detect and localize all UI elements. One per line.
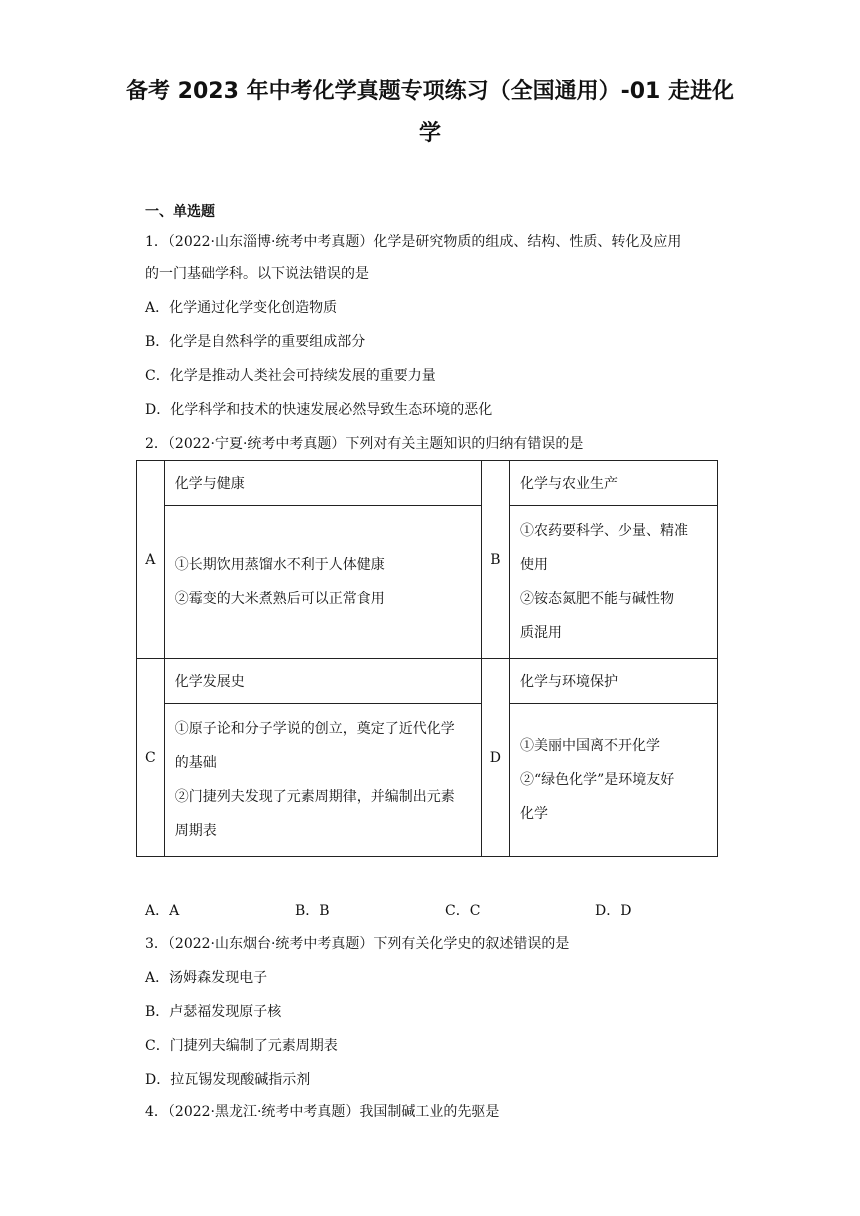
q2-cell-head-c: 化学发展史	[164, 659, 481, 704]
q2-d-line1: ①美丽中国离不开化学	[519, 738, 660, 754]
q2-option-d: D．D	[595, 903, 632, 919]
q2-cell-label-a: A	[137, 461, 165, 659]
q2-cell-head-d: 化学与环境保护	[509, 659, 717, 704]
q1-option-d: D．化学科学和技术的快速发展必然导致生态环境的恶化	[145, 402, 493, 418]
q2-d-line2: ②“绿色化学”是环境友好	[519, 772, 675, 788]
q2-cell-head-b: 化学与农业生产	[509, 461, 717, 506]
section-heading: 一、单选题	[145, 204, 215, 220]
q2-cell-label-d: D	[481, 659, 509, 857]
q2-cell-body-b	[509, 506, 717, 659]
q1-option-b: B．化学是自然科学的重要组成部分	[145, 334, 366, 350]
q2-a-line2: ②霉变的大米煮熟后可以正常食用	[174, 591, 385, 607]
document-title-line1: 备考 2023 年中考化学真题专项练习（全国通用）-01 走进化	[126, 79, 734, 104]
q4-stem: 4．（2022·黑龙江·统考中考真题）我国制碱工业的先驱是	[145, 1104, 500, 1120]
q2-option-a: A．A	[145, 903, 180, 919]
q2-option-b: B．B	[295, 903, 330, 919]
q3-stem: 3．（2022·山东烟台·统考中考真题）下列有关化学史的叙述错误的是	[145, 936, 570, 952]
q2-d-line3: 化学	[519, 806, 548, 822]
q2-c-line4: 周期表	[174, 823, 217, 839]
q3-option-a: A．汤姆森发现电子	[145, 970, 268, 986]
q2-a-line1: ①长期饮用蒸馏水不利于人体健康	[174, 557, 385, 573]
q2-c-line3: ②门捷列夫发现了元素周期律，并编制出元素	[174, 789, 455, 805]
q2-b-line3: ②铵态氮肥不能与碱性物	[519, 591, 674, 607]
q3-option-d: D．拉瓦锡发现酸碱指示剂	[145, 1072, 311, 1088]
q2-cell-body-a	[164, 506, 481, 659]
q2-table	[136, 460, 718, 857]
q2-b-line2: 使用	[519, 557, 548, 573]
q2-cell-label-c: C	[137, 659, 165, 857]
q1-stem-line1: 1．（2022·山东淄博·统考中考真题）化学是研究物质的组成、结构、性质、转化及应用	[145, 234, 682, 250]
q2-b-line4: 质混用	[519, 625, 562, 641]
q1-stem-line2: 的一门基础学科。以下说法错误的是	[145, 266, 369, 282]
q2-option-c: C．C	[445, 903, 481, 919]
q1-option-c: C．化学是推动人类社会可持续发展的重要力量	[145, 368, 436, 384]
q2-b-line1: ①农药要科学、少量、精准	[519, 523, 688, 539]
q2-c-line2: 的基础	[174, 755, 217, 771]
q1-option-a: A．化学通过化学变化创造物质	[145, 300, 338, 316]
document-title-line2: 学	[418, 121, 441, 146]
q2-cell-body-d	[509, 704, 717, 857]
q2-cell-head-a: 化学与健康	[164, 461, 481, 506]
q2-c-line1: ①原子论和分子学说的创立，奠定了近代化学	[174, 721, 455, 737]
q3-option-b: B．卢瑟福发现原子核	[145, 1004, 282, 1020]
q2-cell-label-b: B	[481, 461, 509, 659]
q3-option-c: C．门捷列夫编制了元素周期表	[145, 1038, 338, 1054]
q2-cell-body-c	[164, 704, 481, 857]
q2-stem: 2．（2022·宁夏·统考中考真题）下列对有关主题知识的归纳有错误的是	[145, 436, 584, 452]
